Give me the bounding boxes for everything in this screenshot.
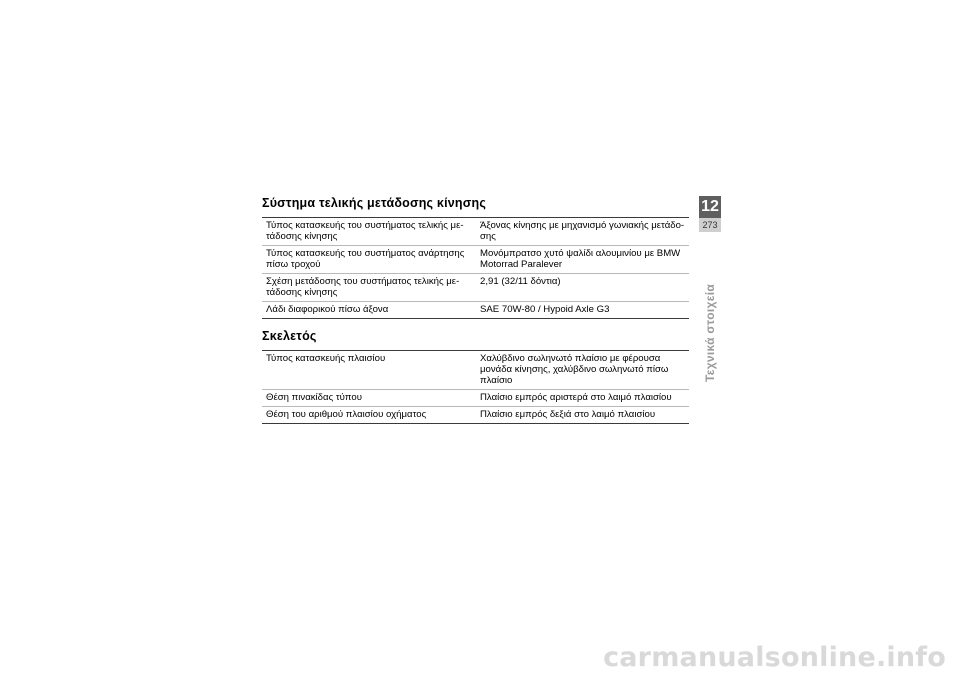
chapter-tab xyxy=(699,196,721,232)
chapter-number: 12 xyxy=(699,196,721,218)
spec-label: Τύπος κατασκευής του συστήματος ανάρτησης πίσω τροχού xyxy=(262,246,476,274)
frame-spec-table xyxy=(262,350,689,424)
table-row xyxy=(262,407,689,424)
spec-label: Σχέση μετάδοσης του συστήματος τελικής με-τάδοσης κίνησης xyxy=(262,274,476,302)
spec-label: Λάδι διαφορικού πίσω άξονα xyxy=(262,302,476,319)
section-title-frame: Σκελετός xyxy=(262,329,317,343)
spec-label: Τύπος κατασκευής πλαισίου xyxy=(262,351,476,390)
spec-value: SAE 70W-80 / Hypoid Axle G3 xyxy=(476,302,689,319)
spec-label: Τύπος κατασκευής του συστήματος τελικής με-τάδοσης κίνησης xyxy=(262,218,476,246)
spec-value: Χαλύβδινο σωληνωτό πλαίσιο με φέρουσα μονάδα κίνησης, χαλύβδινο σωληνωτό πίσω πλαίσιο xyxy=(476,351,689,390)
spec-value: Πλαίσιο εμπρός δεξιά στο λαιμό πλαισίου xyxy=(476,407,689,424)
manual-page-content xyxy=(262,196,689,424)
table-row xyxy=(262,246,689,274)
page-number: 273 xyxy=(699,218,721,232)
watermark: carmanualsonline.info xyxy=(603,642,946,673)
table-row xyxy=(262,390,689,407)
table-row xyxy=(262,351,689,390)
spec-value: Μονόμπρατσο χυτό ψαλίδι αλουμινίου με BMW Motorrad Paralever xyxy=(476,246,689,274)
table-row xyxy=(262,274,689,302)
spec-label: Θέση του αριθμού πλαισίου οχήματος xyxy=(262,407,476,424)
spec-value: 2,91 (32/11 δόντια) xyxy=(476,274,689,302)
section-title-final-drive: Σύστημα τελικής μετάδοσης κίνησης xyxy=(262,196,487,210)
spec-value: Άξονας κίνησης με μηχανισμό γωνιακής μετάδο-σης xyxy=(476,218,689,246)
spec-label: Θέση πινακίδας τύπου xyxy=(262,390,476,407)
spec-value: Πλαίσιο εμπρός αριστερά στο λαιμό πλαισίου xyxy=(476,390,689,407)
table-row xyxy=(262,302,689,319)
final-drive-spec-table xyxy=(262,217,689,319)
table-row xyxy=(262,218,689,246)
chapter-label: Τεχνικά στοιχεία xyxy=(703,283,717,383)
